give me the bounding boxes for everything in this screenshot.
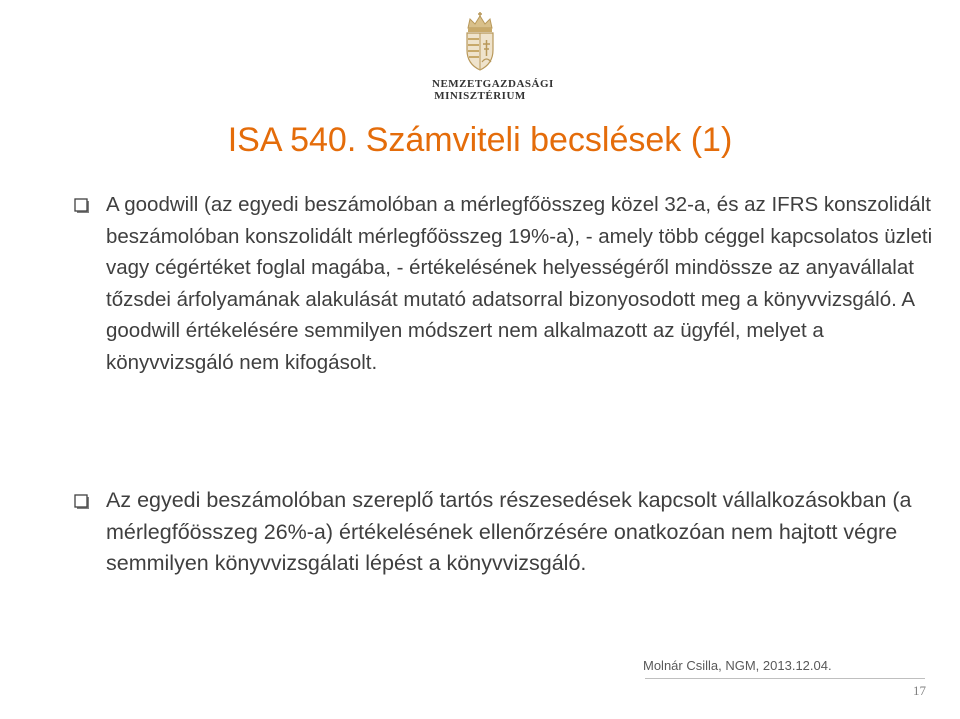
ministry-logo — [432, 12, 554, 110]
footer-author-date: Molnár Csilla, NGM, 2013.12.04. — [643, 658, 832, 673]
page-number: 17 — [913, 683, 926, 698]
checkbox-square-icon — [74, 198, 90, 214]
bullet-paragraph-investments: Az egyedi beszámolóban szereplő tartós részesedések kapcsolt vállalkozásokban (a mérlegfőösszeg 26%-a) értékelésének ellenőrzésére onatkozóan nem hajtott végre semmilyen könyvvizsgálati lépést a könyvvizsgáló. — [106, 488, 912, 575]
ministry-name-line1: NEMZETGAZDASÁGI — [432, 78, 554, 90]
ministry-name-line2: MINISZTÉRIUM — [434, 90, 526, 102]
checkbox-square-icon — [74, 494, 90, 510]
coat-of-arms-icon — [460, 12, 500, 72]
footer-divider — [645, 678, 925, 679]
bullet-paragraph-goodwill: A goodwill (az egyedi beszámolóban a mérlegfőösszeg közel 32-a, és az IFRS konszolidált beszámolóban konszolidált mérlegfőösszeg 19%-a), - amely több céggel kapcsolatos üzleti vagy cégértéket foglal magába, - értékelésének helyességéről mindössze az anyavállalat tőzsdei árfolyamának alakulását mutató adatsorral bizonyosodott meg a könyvvizsgáló. A goodwill értékelésére semmilyen módszert nem alkalmazott az ügyfél, melyet a könyvvizsgáló nem kifogásolt. — [106, 193, 933, 374]
slide-title: ISA 540. Számviteli becslések (1) — [227, 121, 733, 159]
